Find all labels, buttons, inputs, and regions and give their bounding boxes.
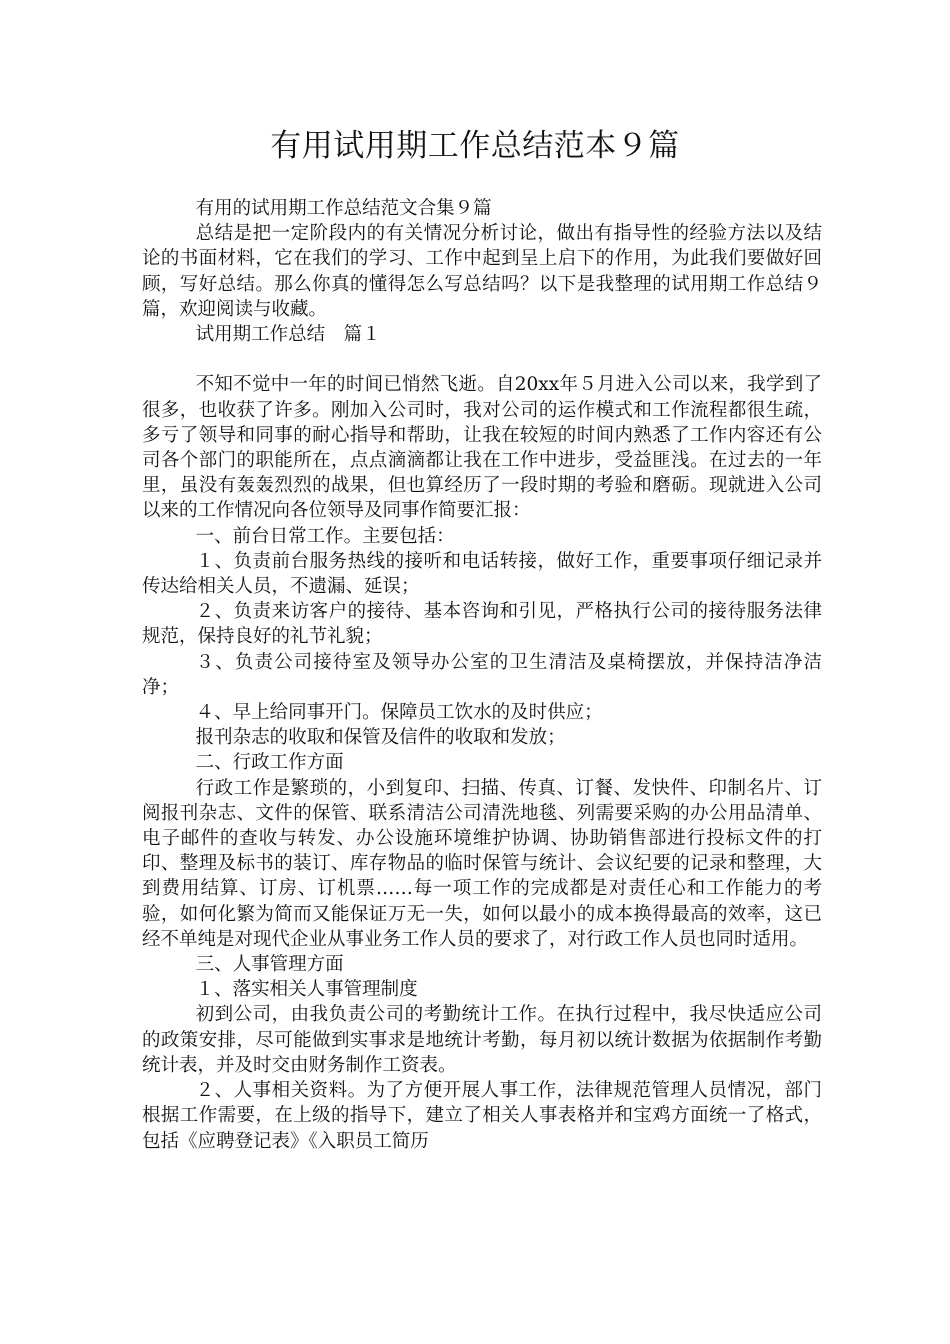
subsection-heading: １、落实相关人事管理制度 [195, 979, 418, 1001]
list-item: ２、负责来访客户的接待、基本咨询和引见，严格执行公司的接待服务法律规范，保持良好的礼节礼貌； [142, 601, 822, 648]
body-paragraph: 不知不觉中一年的时间已悄然飞逝。自20xx年５月进入公司以来，我学到了很多，也收获了许多。刚加入公司时，我对公司的运作模式和工作流程都很生疏，多亏了领导和同事的耐心指导和帮助，让我在较短的时间内熟悉了工作内容还有公司各个部门的职能所在，点点滴滴都让我在工作中进步，受益匪浅。在过去的一年里，虽没有轰轰烈烈的战果，但也算经历了一段时期的考验和磨砺。现就进入公司以来的工作情况向各位领导及同事作简要汇报： [142, 374, 822, 522]
body-paragraph: 初到公司，由我负责公司的考勤统计工作。在执行过程中，我尽快适应公司的政策安排，尽可能做到实事求是地统计考勤，每月初以统计数据为依据制作考勤统计表，并及时交由财务制作工资表。 [142, 1004, 822, 1076]
blank-line [142, 347, 822, 372]
list-item: ３、负责公司接待室及领导办公室的卫生清洁及桌椅摆放，并保持洁净洁净； [142, 651, 822, 698]
section-heading: 试用期工作总结 篇１ [195, 324, 381, 346]
list-heading: 一、前台日常工作。主要包括： [195, 525, 455, 547]
list-item: 报刊杂志的收取和保管及信件的收取和发放； [195, 727, 566, 749]
section-heading: 二、行政工作方面 [195, 752, 344, 774]
subtitle-paragraph: 有用的试用期工作总结范文合集９篇 [195, 198, 492, 219]
intro-paragraph: 总结是把一定阶段内的有关情况分析讨论，做出有指导性的经验方法以及结论的书面材料，它在我们的学习、工作中起到呈上启下的作用，为此我们要做好回顾，写好总结。那么你真的懂得怎么写总结吗？以下是我整理的试用期工作总结９篇，欢迎阅读与收藏。 [142, 223, 822, 320]
section-heading: 三、人事管理方面 [195, 954, 344, 976]
list-item: ４、早上给同事开门。保障员工饮水的及时供应； [195, 702, 603, 724]
body-paragraph: ２、人事相关资料。为了方便开展人事工作，法律规范管理人员情况，部门根据工作需要，在上级的指导下，建立了相关人事表格并和宝鸡方面统一了格式，包括《应聘登记表》《入职员工简历 [142, 1080, 822, 1152]
list-item: １、负责前台服务热线的接听和电话转接，做好工作，重要事项仔细记录并传达给相关人员，不遗漏、延误； [142, 550, 822, 598]
document-body [142, 196, 822, 1154]
document-title: 有用试用期工作总结范本９篇 [270, 128, 680, 164]
body-paragraph: 行政工作是繁琐的，小到复印、扫描、传真、订餐、发快件、印制名片、订阅报刊杂志、文件的保管、联系清洁公司清洗地毯、列需要采购的办公用品清单、电子邮件的查收与转发、办公设施环境维护协调、协助销售部进行投标文件的打印、整理及标书的装订、库存物品的临时保管与统计、会议纪要的记录和整理，大到费用结算、订房、订机票……每一项工作的完成都是对责任心和工作能力的考验，如何化繁为简而又能保证万无一失，如何以最小的成本换得最高的效率，这已经不单纯是对现代企业从事业务工作人员的要求了，对行政工作人员也同时适用。 [142, 777, 822, 950]
